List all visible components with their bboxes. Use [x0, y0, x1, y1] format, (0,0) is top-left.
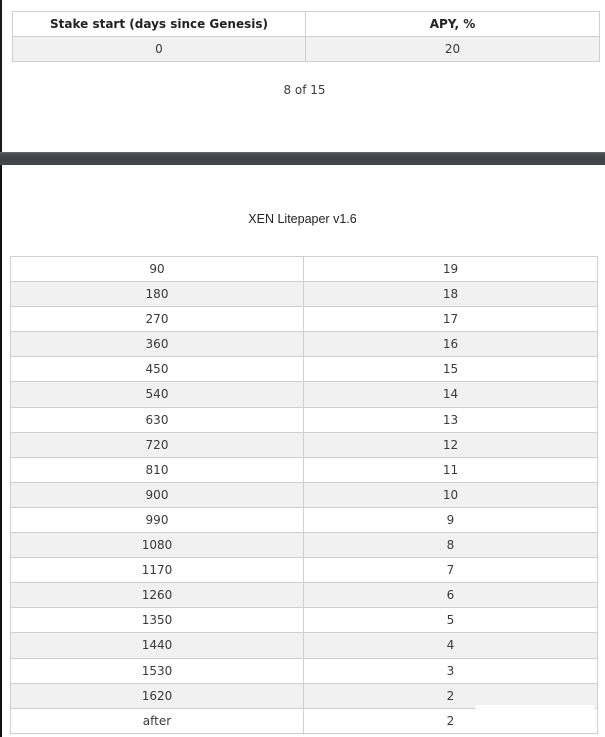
cell-stake-start: 900: [11, 482, 304, 507]
page-left-edge: [0, 165, 2, 737]
cell-apy: 2: [304, 683, 598, 708]
cell-apy: 20: [306, 37, 600, 62]
cell-stake-start: 450: [11, 357, 304, 382]
table-row: [11, 282, 598, 307]
cell-apy: 17: [304, 307, 598, 332]
cell-apy: 2: [304, 708, 598, 733]
cell-apy: 5: [304, 608, 598, 633]
cell-apy: 7: [304, 558, 598, 583]
document-page-9: [0, 165, 605, 737]
table-row: [11, 457, 598, 482]
cell-stake-start: 1530: [11, 658, 304, 683]
cell-stake-start: 990: [11, 507, 304, 532]
cell-apy: 4: [304, 633, 598, 658]
table-row: [11, 658, 598, 683]
cell-apy: 18: [304, 282, 598, 307]
cell-apy: 15: [304, 357, 598, 382]
cell-apy: 10: [304, 482, 598, 507]
apy-schedule-table-header-part: [12, 11, 600, 62]
cell-stake-start: after: [11, 708, 304, 733]
table-row: [13, 37, 600, 62]
cell-apy: 12: [304, 432, 598, 457]
page-counter: 8 of 15: [283, 83, 326, 97]
cell-stake-start: 810: [11, 457, 304, 482]
cell-apy: 16: [304, 332, 598, 357]
cell-stake-start: 90: [11, 257, 304, 282]
cell-stake-start: 1620: [11, 683, 304, 708]
cell-stake-start: 1350: [11, 608, 304, 633]
table-row: [11, 307, 598, 332]
table-row: [11, 507, 598, 532]
document-header-title: XEN Litepaper v1.6: [248, 212, 357, 226]
table-row: [11, 407, 598, 432]
table-row: [11, 432, 598, 457]
table-row: [11, 608, 598, 633]
page-separator: [0, 152, 605, 165]
cell-apy: 9: [304, 507, 598, 532]
cell-apy: 3: [304, 658, 598, 683]
table-row: [11, 583, 598, 608]
cell-stake-start: 1080: [11, 533, 304, 558]
cell-stake-start: 720: [11, 432, 304, 457]
cell-stake-start: 360: [11, 332, 304, 357]
table-row: [11, 533, 598, 558]
table-row: [11, 558, 598, 583]
cell-stake-start: 1260: [11, 583, 304, 608]
cell-stake-start: 180: [11, 282, 304, 307]
column-header-apy: APY, %: [306, 12, 600, 37]
column-header-stake-start: Stake start (days since Genesis): [13, 12, 306, 37]
cell-stake-start: 1170: [11, 558, 304, 583]
table-header-row: [13, 12, 600, 37]
table-row: [11, 633, 598, 658]
cell-apy: 11: [304, 457, 598, 482]
cell-apy: 8: [304, 533, 598, 558]
table-row: [11, 332, 598, 357]
table-row: [11, 482, 598, 507]
cell-stake-start: 270: [11, 307, 304, 332]
table-row: [11, 357, 598, 382]
cell-apy: 6: [304, 583, 598, 608]
table-row: [11, 257, 598, 282]
apy-schedule-table-continued: [10, 256, 598, 734]
table-row: [11, 382, 598, 407]
cell-apy: 14: [304, 382, 598, 407]
image-artifact-overlay: [475, 705, 595, 733]
cell-stake-start: 0: [13, 37, 306, 62]
cell-apy: 13: [304, 407, 598, 432]
document-page-8: [0, 0, 605, 152]
cell-stake-start: 630: [11, 407, 304, 432]
cell-apy: 19: [304, 257, 598, 282]
cell-stake-start: 540: [11, 382, 304, 407]
cell-stake-start: 1440: [11, 633, 304, 658]
